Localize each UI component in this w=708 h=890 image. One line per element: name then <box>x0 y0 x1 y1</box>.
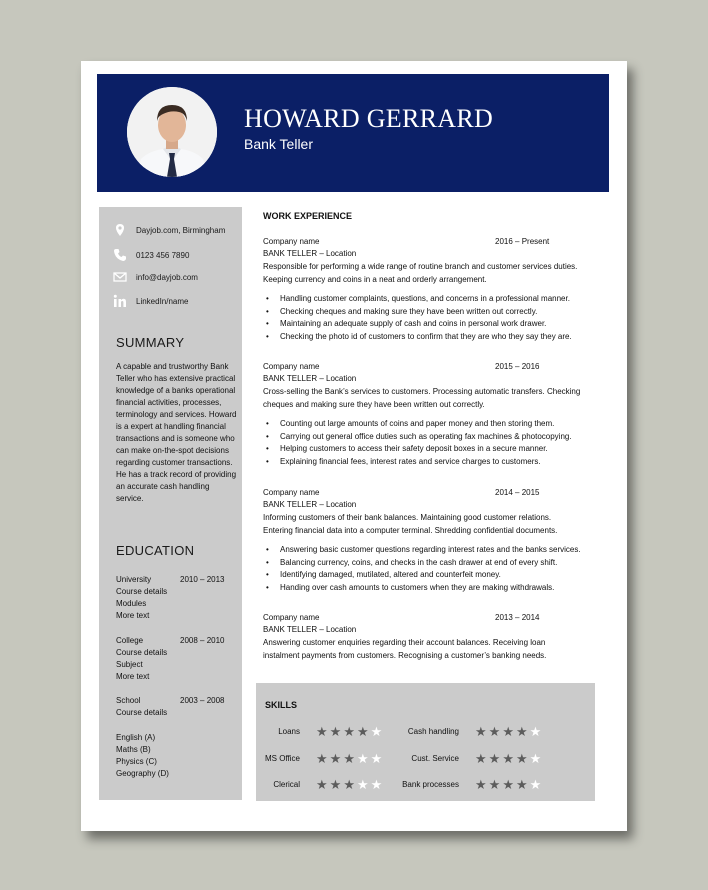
education-subject: Maths (B) <box>116 745 151 754</box>
education-detail: Subject <box>116 660 143 669</box>
candidate-job-title: Bank Teller <box>244 136 314 152</box>
job-bullet: • Checking the photo id of customers to confirm that they are who they say they are. <box>266 332 572 342</box>
star-empty-icon: ★ <box>529 777 544 792</box>
star-filled-icon: ★ <box>316 751 330 766</box>
education-school: School <box>116 696 141 705</box>
education-detail: Course details <box>116 648 168 657</box>
job-bullet: • Identifying damaged, mutilated, altered and counterfeit money. <box>266 570 501 580</box>
star-empty-icon: ★ <box>356 777 371 792</box>
star-filled-icon: ★ <box>316 724 330 739</box>
star-filled-icon: ★ <box>343 724 357 739</box>
job-description-line: cheques and making sure they have been written out correctly. <box>263 399 485 409</box>
job-bullet: • Balancing currency, coins, and checks in the cash drawer at end of every shift. <box>266 557 558 567</box>
star-filled-icon: ★ <box>316 777 330 792</box>
star-filled-icon: ★ <box>515 724 530 739</box>
skill-label: Bank processes <box>402 780 459 789</box>
star-filled-icon: ★ <box>343 751 357 766</box>
job-company: Company name <box>263 237 320 246</box>
job-role: BANK TELLER – Location <box>263 374 357 383</box>
job-bullet: • Answering basic customer questions regarding interest rates and the banks services. <box>266 545 581 554</box>
star-filled-icon: ★ <box>502 724 516 739</box>
education-subject: Physics (C) <box>116 757 157 766</box>
skill-label: Cash handling <box>407 727 459 736</box>
education-detail: More text <box>116 611 150 620</box>
job-bullet: • Maintaining an adequate supply of cash and coins in personal work drawer. <box>266 319 547 329</box>
job-bullet: • Carrying out general office duties such as operating fax machines & photocopying. <box>266 431 572 441</box>
job-description-line: Keeping currency and coins in a neat and orderly arrangement. <box>263 274 487 284</box>
job-period: 2016 – Present <box>495 237 550 246</box>
job-bullets <box>263 418 603 469</box>
job-role: BANK TELLER – Location <box>263 500 357 509</box>
contact-linkedin-text[interactable]: LinkedIn/name <box>136 297 189 306</box>
summary-heading: SUMMARY <box>116 335 185 350</box>
contact-email <box>113 270 238 286</box>
contact-phone-text: 0123 456 7890 <box>136 251 190 260</box>
job-description <box>263 261 603 286</box>
job-description-line: instalment payments from customers. Recognising a customer’s banking needs. <box>263 650 547 660</box>
linkedin-icon <box>113 294 127 308</box>
star-filled-icon: ★ <box>329 724 344 739</box>
phone-icon <box>113 248 127 262</box>
job-description <box>263 512 603 537</box>
star-empty-icon: ★ <box>370 751 385 766</box>
star-filled-icon: ★ <box>329 751 344 766</box>
star-filled-icon: ★ <box>475 777 489 792</box>
education-years: 2003 – 2008 <box>180 696 225 705</box>
job-description <box>263 386 603 411</box>
contact-email-text[interactable]: info@dayjob.com <box>136 273 198 282</box>
candidate-name: HOWARD GERRARD <box>244 104 494 133</box>
star-filled-icon: ★ <box>475 724 489 739</box>
job-bullets <box>263 293 603 344</box>
contact-linkedin <box>113 294 238 310</box>
star-empty-icon: ★ <box>370 777 385 792</box>
job-description-line: Cross-selling the Bank’s services to customers. Processing automatic transfers. Checking <box>263 387 581 396</box>
email-icon <box>113 270 127 284</box>
star-filled-icon: ★ <box>515 751 530 766</box>
skill-rating <box>316 724 384 740</box>
star-filled-icon: ★ <box>488 751 503 766</box>
job-bullets <box>263 544 603 595</box>
star-filled-icon: ★ <box>488 777 503 792</box>
star-empty-icon: ★ <box>370 724 385 739</box>
job-description-line: Responsible for performing a wide range of routine branch and customer services duties. <box>263 262 578 271</box>
job-period: 2014 – 2015 <box>495 488 540 497</box>
education-subject: English (A) <box>116 733 156 742</box>
job-bullet: • Handling customer complaints, questions, and concerns in a professional manner. <box>266 294 570 303</box>
star-filled-icon: ★ <box>475 751 489 766</box>
summary-text: A capable and trustworthy Bank Teller who has extensive practical knowledge of a banks operational financial activities, processes, terminology and services. Howard is a expert at handling financial transactions and is someone who can make on-the-spot decisions regarding customer transactions. He has a track record of providing an accurate cash handling service. <box>116 362 237 503</box>
job-description <box>263 637 603 662</box>
job-bullet: • Handing over cash amounts to customers when they are making withdrawals. <box>266 583 555 593</box>
job-role: BANK TELLER – Location <box>263 625 357 634</box>
star-empty-icon: ★ <box>356 751 371 766</box>
education-detail: More text <box>116 672 150 681</box>
location-pin-icon <box>113 223 127 237</box>
star-empty-icon: ★ <box>529 724 544 739</box>
resume-header <box>97 74 609 192</box>
skill-rating <box>475 751 543 767</box>
job-bullet: • Helping customers to access their safety deposit boxes in a secure manner. <box>266 444 548 454</box>
education-heading: EDUCATION <box>116 543 195 558</box>
contact-location <box>113 223 238 239</box>
skill-rating <box>475 724 543 740</box>
job-company: Company name <box>263 613 320 622</box>
education-years: 2008 – 2010 <box>180 636 225 645</box>
education-detail: Course details <box>116 708 168 717</box>
skill-label: Cust. Service <box>411 754 459 763</box>
contact-phone <box>113 248 238 264</box>
skill-label: MS Office <box>265 754 300 763</box>
star-empty-icon: ★ <box>529 751 544 766</box>
job-description-line: Informing customers of their bank balances. Maintaining good customer relations. <box>263 513 552 522</box>
job-bullet: • Counting out large amounts of coins and paper money and then storing them. <box>266 419 555 428</box>
resume-page <box>81 61 627 831</box>
education-school: University <box>116 575 152 584</box>
education-school: College <box>116 636 144 645</box>
job-company: Company name <box>263 488 320 497</box>
star-filled-icon: ★ <box>515 777 530 792</box>
sidebar <box>99 207 242 800</box>
skills-panel <box>256 683 595 801</box>
star-filled-icon: ★ <box>502 751 516 766</box>
job-bullet: • Checking cheques and making sure they have been written out correctly. <box>266 306 538 316</box>
education-subject: Geography (D) <box>116 769 169 778</box>
star-filled-icon: ★ <box>502 777 516 792</box>
job-description-line: Entering financial data into a computer terminal. Shredding confidential documents. <box>263 525 558 535</box>
job-period: 2013 – 2014 <box>495 613 540 622</box>
job-description-line: Answering customer enquiries regarding their account balances. Receiving loan <box>263 638 546 647</box>
star-filled-icon: ★ <box>329 777 344 792</box>
job-bullet: • Explaining financial fees, interest rates and service charges to customers. <box>266 457 541 467</box>
skill-rating <box>316 777 384 793</box>
skill-rating <box>475 777 543 793</box>
education-detail: Course details <box>116 587 168 596</box>
skill-rating <box>316 751 384 767</box>
skill-label: Clerical <box>273 780 300 789</box>
job-company: Company name <box>263 362 320 371</box>
job-period: 2015 – 2016 <box>495 362 540 371</box>
profile-photo <box>127 87 217 177</box>
education-years: 2010 – 2013 <box>180 575 225 584</box>
skills-heading: SKILLS <box>265 700 298 710</box>
job-role: BANK TELLER – Location <box>263 249 357 258</box>
contact-location-text: Dayjob.com, Birmingham <box>136 226 226 235</box>
work-experience-heading: WORK EXPERIENCE <box>263 211 353 221</box>
education-detail: Modules <box>116 599 147 608</box>
star-filled-icon: ★ <box>356 724 371 739</box>
star-filled-icon: ★ <box>488 724 503 739</box>
skill-label: Loans <box>278 727 300 736</box>
star-filled-icon: ★ <box>343 777 357 792</box>
